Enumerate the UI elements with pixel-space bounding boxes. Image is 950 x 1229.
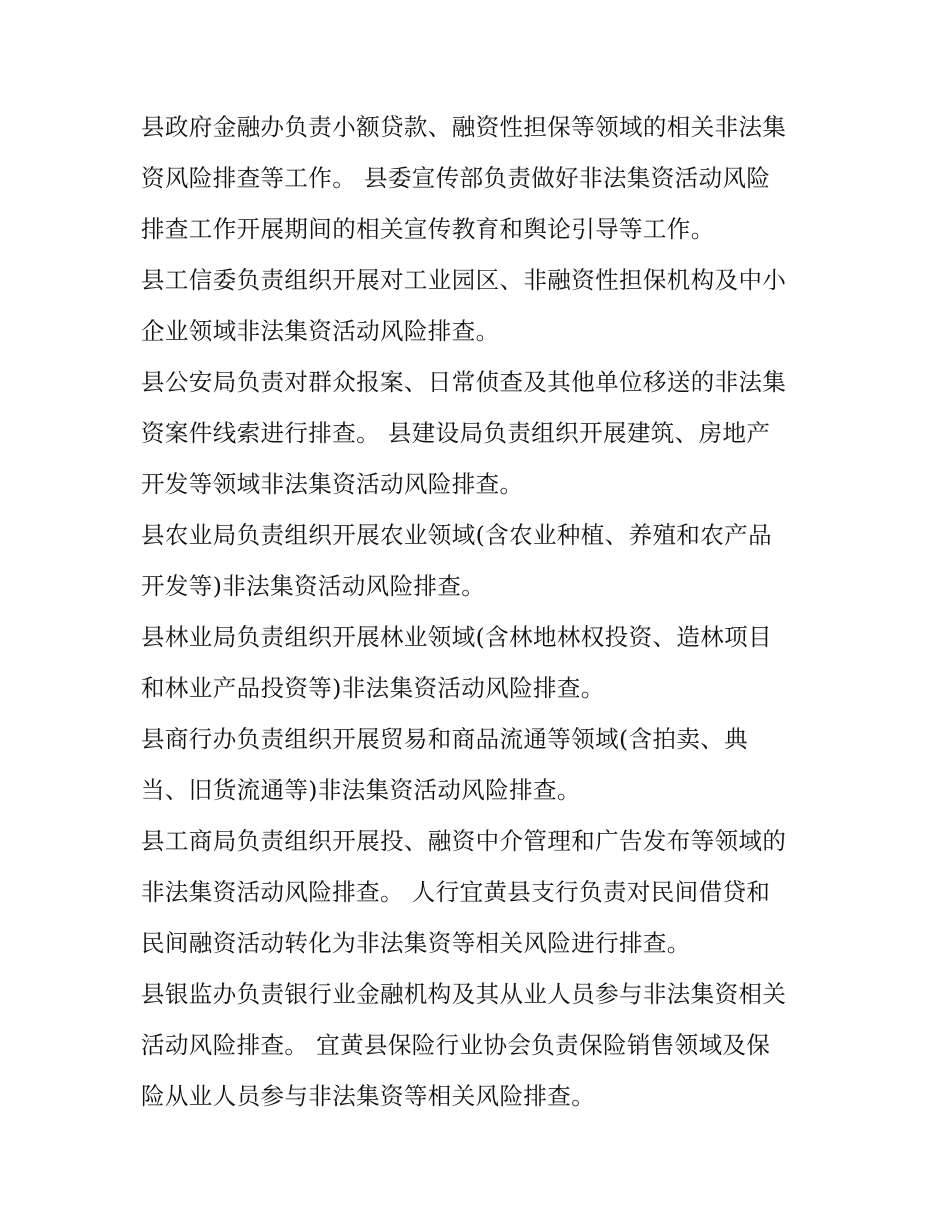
text-line: 县银监办负责银行业金融机构及其从业人员参与非法集资相关 <box>141 980 787 1008</box>
text-line: 县工信委负责组织开展对工业园区、非融资性担保机构及中小 <box>141 266 787 294</box>
text-line: 资风险排查等工作。 县委宣传部负责做好非法集资活动风险 <box>141 164 771 192</box>
text-line: 险从业人员参与非法集资等相关风险排查。 <box>141 1082 596 1110</box>
text-line: 县农业局负责组织开展农业领域(含农业种植、养殖和农产品 <box>141 521 772 549</box>
text-line: 县政府金融办负责小额贷款、融资性担保等领域的相关非法集 <box>141 113 787 141</box>
text-line: 县商行办负责组织开展贸易和商品流通等领域(含拍卖、典 <box>141 725 749 753</box>
text-line: 县公安局负责对群众报案、日常侦查及其他单位移送的非法集 <box>141 368 787 396</box>
text-line: 县林业局负责组织开展林业领域(含林地林权投资、造林项目 <box>141 623 772 651</box>
text-line: 企业领域非法集资活动风险排查。 <box>141 317 500 345</box>
text-line: 排查工作开展期间的相关宣传教育和舆论引导等工作。 <box>141 215 715 243</box>
document-body <box>141 107 821 1127</box>
text-line: 非法集资活动风险排查。 人行宜黄县支行负责对民间借贷和 <box>141 878 771 906</box>
text-line: 县工商局负责组织开展投、融资中介管理和广告发布等领域的 <box>141 827 787 855</box>
text-line: 和林业产品投资等)非法集资活动风险排查。 <box>141 674 605 702</box>
text-line: 当、旧货流通等)非法集资活动风险排查。 <box>141 776 581 804</box>
text-line: 资案件线索进行排查。 县建设局负责组织开展建筑、房地产 <box>141 419 771 447</box>
text-line: 开发等领域非法集资活动风险排查。 <box>141 470 524 498</box>
text-line: 活动风险排查。 宜黄县保险行业协会负责保险销售领域及保 <box>141 1031 771 1059</box>
text-line: 民间融资活动转化为非法集资等相关风险进行排查。 <box>141 929 691 957</box>
text-line: 开发等)非法集资活动风险排查。 <box>141 572 486 600</box>
